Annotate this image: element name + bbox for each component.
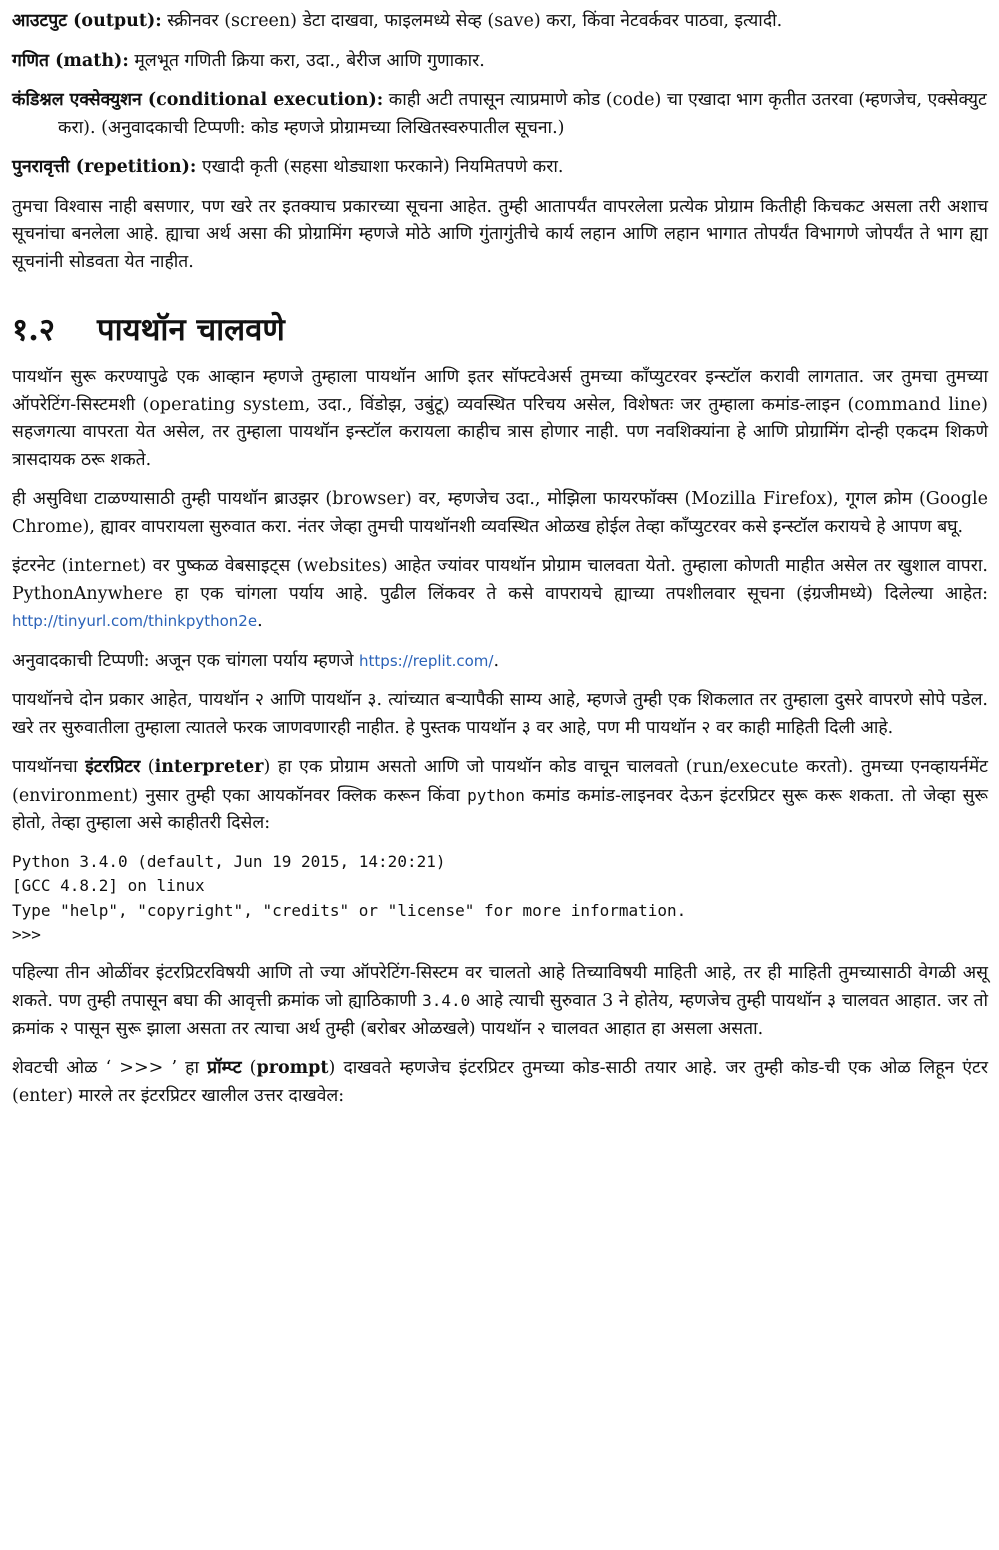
definition-description: स्क्रीनवर (screen) डेटा दाखवा, फाइलमध्ये सेव्ह (save) करा, किंवा नेटवर्कवर पाठवा, इत्यादी. xyxy=(167,11,783,31)
definition-output xyxy=(12,8,988,36)
definition-description: एखादी कृती (सहसा थोड्याशा फरकाने) नियमितपणे करा. xyxy=(201,157,564,177)
definition-term: गणित (math): xyxy=(12,50,129,71)
paragraph-text: पहिल्या तीन ओळींवर इंटरप्रिटरविषयी आणि तो ज्या ऑपरेटिंग-सिस्टम वर चालतो आहे तिच्याविषयी माहिती आहे, तर ही माहिती तुमच्यासाठी वेगळी असू शकते. पण तुम्ही तपासून बघा की आवृत्ती क्रमांक जो ह्याठिकाणी xyxy=(12,962,988,1011)
paragraph-text: शेवटची ओळ ‘ >>> ’ हा xyxy=(12,1058,208,1078)
code-line: Python 3.4.0 (default, Jun 19 2015, 14:20:21) xyxy=(12,851,446,871)
definition-math xyxy=(12,48,988,76)
definition-term: कंडिश्नल एक्सेक्युशन (conditional execution): xyxy=(12,90,384,110)
interpreter-term-english: interpreter xyxy=(154,757,264,777)
definition-repetition xyxy=(12,154,988,182)
definition-term: आउटपुट (output): xyxy=(12,11,162,31)
paragraph-text: ( xyxy=(140,757,155,777)
definition-term: पुनरावृत्ती (repetition): xyxy=(12,157,197,177)
paragraph-text: अनुवादकाची टिप्पणी: अजून एक चांगला पर्याय म्हणजे xyxy=(12,650,360,671)
paragraph-text: कमांड कमांड-लाइनवर देऊन इंटरप्रिटर सुरू करू शकता. तो जेव्हा सुरू होतो, तेव्हा तुम्हाला असे काहीतरी दिसेल: xyxy=(12,785,988,833)
definition-conditional-execution xyxy=(12,87,988,142)
paragraph-text: पायथॉनचा xyxy=(12,757,86,777)
definition-list xyxy=(12,8,988,182)
code-line: Type "help", "copyright", "credits" or "license" for more information. xyxy=(12,900,687,920)
paragraph-text: आहे त्याची सुरुवात 3 ने होतेय, म्हणजेच तुम्ही पायथॉन ३ चालवत आहात. जर तो क्रमांक २ पासून सुरू झाला असता तर त्याचा अर्थ तुम्ही (बरोबर ओळखले) पायथॉन २ चालवत आहात हा असला असता. xyxy=(12,991,988,1039)
paragraph-browser: ही असुविधा टाळण्यासाठी तुम्ही पायथॉन ब्राउझर (browser) वर, म्हणजेच उदा., मोझिला फायरफॉक्स (Mozilla Firefox), गूगल क्रोम (Google Chrome), ह्यावर वापरायला सुरुवात करा. नंतर जेव्हा तुमची पायथॉनशी व्यवस्थित ओळख होईल तेव्हा कॉंप्युटरवर कसे इन्स्टॉल करायचे हे आपण बघू. xyxy=(12,489,988,537)
section-number: १.२ xyxy=(12,312,56,348)
paragraph-text: ) हा एक प्रोग्राम असतो आणि जो पायथॉन कोड वाचून चालवतो (run/execute करतो). तुमच्या एनव्हायर्नमेंट (environment) नुसार तुम्ही एका आयकॉनवर क्लिक करून किंवा xyxy=(12,757,988,806)
paragraph-install: पायथॉन सुरू करण्यापुढे एक आव्हान म्हणजे तुम्हाला पायथॉन आणि इतर सॉफ्टवेअर्स तुमच्या कॉंप्युटरवर इन्स्टॉल करावी लागतात. जर तुमचा तुमच्या ऑपरेटिंग-सिस्टमशी (operating system, उदा., विंडोझ, उबुंटू) व्यवस्थित परिचय असेल, विशेषतः जर तुम्हाला कमांड-लाइन (command line) सहजगत्या वापरता येत असेल, तर तुम्हाला पायथॉन इन्स्टॉल करायला काहीच त्रास होणार नाही. पण नवशिक्यांना हे आणि प्रोग्रामिंग दोन्ही एकदम शिकणे त्रासदायक ठरू शकते. xyxy=(12,367,988,470)
inline-code: python xyxy=(467,785,525,805)
inline-code: 3.4.0 xyxy=(422,991,471,1010)
code-line: >>> xyxy=(12,925,41,944)
paragraph-python-versions: पायथॉनचे दोन प्रकार आहेत, पायथॉन २ आणि पायथॉन ३. त्यांच्यात बऱ्यापैकी साम्य आहे, म्हणजे तुम्ही एक शिकलात तर तुम्हाला दुसरे वापरणे सोपे पडेल. खरे तर सुरुवातीला तुम्हाला त्यातले फरक जाणवणारही नाहीत. हे पुस्तक पायथॉन ३ वर आहे, पण मी पायथॉन २ वर काही माहिती दिली आहे. xyxy=(12,690,988,738)
interpreter-term: इंटरप्रिटर xyxy=(85,757,141,777)
section-title: पायथॉन चालवणे xyxy=(97,312,285,348)
paragraph-translator-note: अनुवादकाची टिप्पणी: अजून एक चांगला पर्याय म्हणजे https://replit.com/. xyxy=(12,650,500,671)
paragraph-prompt xyxy=(12,1055,988,1110)
paragraph-text: इंटरनेट (internet) वर पुष्कळ वेबसाइट्स (websites) आहेत ज्यांवर पायथॉन प्रोग्राम चालवता येतो. तुम्हाला कोणती माहीत असेल तर खुशाल वापरा. PythonAnywhere हा एक चांगला पर्याय आहे. पुढील लिंकवर ते कसे वापरायचे ह्याच्या तपशीलवार सूचना (इंग्रजीमध्ये) दिलेल्या आहेत: xyxy=(12,556,988,604)
replit-link[interactable]: https://replit.com/ xyxy=(359,651,494,670)
paragraph-version-check xyxy=(12,960,988,1044)
document-page xyxy=(12,8,988,1122)
paragraph-text: ( xyxy=(241,1058,257,1078)
thinkpython-link[interactable]: http://tinyurl.com/thinkpython2e xyxy=(12,612,258,630)
paragraph-interpreter xyxy=(12,754,988,838)
prompt-term-english: prompt xyxy=(256,1058,329,1078)
paragraph-websites: इंटरनेट (internet) वर पुष्कळ वेबसाइट्स (websites) आहेत ज्यांवर पायथॉन प्रोग्राम चालवता येतो. तुम्हाला कोणती माहीत असेल तर खुशाल वापरा. PythonAnywhere हा एक चांगला पर्याय आहे. पुढील लिंकवर ते कसे वापरायचे ह्याच्या तपशीलवार सूचना (इंग्रजीमध्ये) दिलेल्या आहेत: http://tinyurl.com/thinkpython2e. xyxy=(12,556,988,631)
code-block xyxy=(12,850,988,948)
intro-paragraph: तुमचा विश्वास नाही बसणार, पण खरे तर इतक्याच प्रकारच्या सूचना आहेत. तुम्ही आतापर्यंत वापरलेला प्रत्येक प्रोग्राम कितीही किचकट असला तरी अशाच सूचनांचा बनलेला आहे. ह्याचा अर्थ असा की प्रोग्रामिंग म्हणजे मोठे आणि गुंतागुंतीचे कार्य लहान आणि लहान भागात तोपर्यंत विभागणे जोपर्यंत ते भाग ह्या सूचनांनी सोडवता येत नाहीत. xyxy=(12,196,988,272)
definition-description: काही अटी तपासून त्याप्रमाणे कोड (code) चा एखादा भाग कृतीत उतरवा (म्हणजेच, एक्सेक्युट करा). (अनुवादकाची टिप्पणी: कोड म्हणजे प्रोग्रामच्या लिखितस्वरुपातील सूचना.) xyxy=(58,90,987,138)
section-heading xyxy=(12,310,988,350)
definition-description: मूलभूत गणिती क्रिया करा, उदा., बेरीज आणि गुणाकार. xyxy=(134,50,485,71)
code-line: [GCC 4.8.2] on linux xyxy=(12,876,205,895)
prompt-term: प्रॉम्प्ट xyxy=(207,1058,242,1078)
paragraph-text: ) दाखवते म्हणजेच इंटरप्रिटर तुमच्या कोड-साठी तयार आहे. जर तुम्ही कोड-ची एक ओळ लिहून एंटर (enter) मारले तर इंटरप्रिटर खालील उत्तर दाखवेल: xyxy=(12,1058,988,1106)
